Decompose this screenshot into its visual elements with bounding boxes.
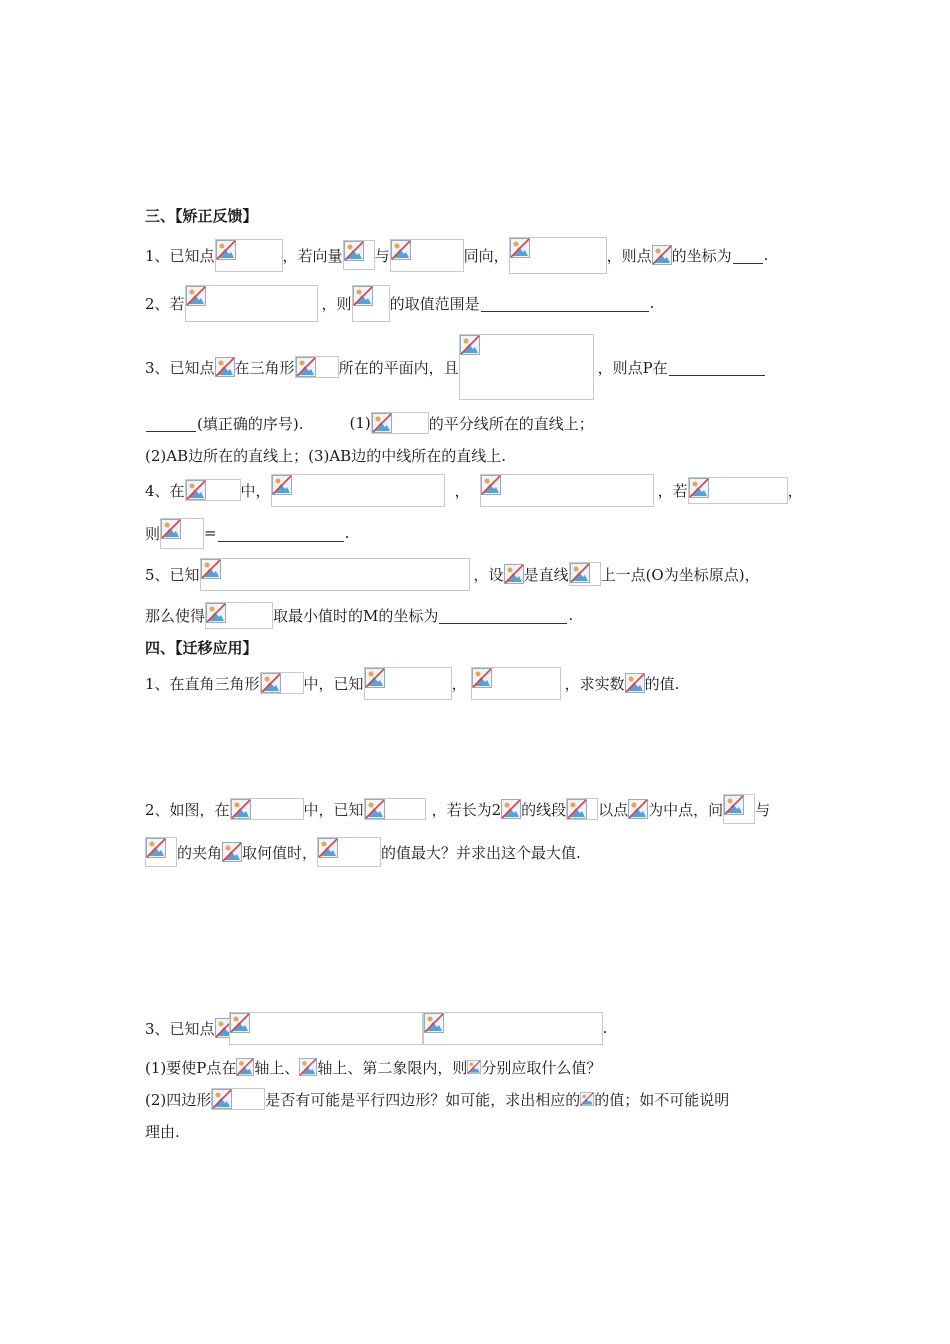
question-3-3: [145, 334, 766, 400]
question-text: 为中点，问: [648, 800, 724, 819]
heading-text: 四、【迁移应用】: [145, 638, 258, 657]
formula-image-icon: [222, 842, 242, 862]
question-text: 轴上、: [254, 1058, 300, 1077]
answer-blank[interactable]: [218, 525, 344, 542]
question-text: (1)要使P点在: [145, 1058, 237, 1077]
question-text: (2)AB边所在的直线上；(3)AB边的中线所在的直线上.: [145, 446, 506, 465]
formula-image-icon: [271, 474, 445, 507]
formula-image-icon: [371, 412, 429, 434]
question-text: 的线段: [521, 800, 567, 819]
question-text: 所在的平面内，且: [338, 358, 459, 377]
question-text: =: [204, 524, 217, 542]
question-text: .: [568, 606, 574, 624]
question-text: (2)四边形: [145, 1090, 212, 1109]
section-heading-3: [145, 198, 258, 232]
formula-image-icon: [566, 798, 598, 820]
question-text: 的坐标为: [671, 246, 732, 265]
question-3-1: [145, 238, 768, 272]
question-text: 与: [755, 800, 771, 819]
formula-image-icon: [145, 837, 177, 867]
question-text: 分别应取什么值？: [481, 1058, 602, 1077]
formula-image-icon: [459, 334, 594, 400]
question-3-4: [145, 473, 803, 507]
formula-image-icon: [509, 237, 607, 274]
formula-image-icon: [215, 239, 283, 272]
question-text: 的值最大？并求出这个最大值.: [381, 843, 581, 862]
question-3-3-line3: [145, 438, 506, 472]
question-3-5-line2: [145, 598, 573, 632]
question-text: 5、已知: [145, 565, 200, 584]
question-4-3-line4: [145, 1114, 180, 1148]
formula-image-icon: [185, 479, 241, 501]
question-text: ，设: [473, 565, 504, 584]
question-text: .: [649, 294, 655, 312]
question-text: 1、在直角三角形: [145, 674, 260, 693]
answer-blank[interactable]: [439, 607, 567, 624]
formula-image-icon: [625, 673, 645, 693]
question-text: 的值.: [644, 674, 680, 693]
question-text: 是否有可能是平行四边形？如可能，求出相应的: [265, 1090, 581, 1109]
question-text: 理由.: [145, 1122, 180, 1141]
formula-image-icon: [211, 1088, 265, 1110]
question-4-1: [145, 666, 679, 700]
formula-image-icon: [160, 518, 204, 549]
formula-image-icon: [352, 285, 390, 322]
formula-image-icon: [215, 357, 235, 377]
formula-image-icon: [364, 667, 452, 700]
question-text: 以点: [598, 800, 629, 819]
question-text: 则: [145, 524, 161, 543]
answer-blank[interactable]: [733, 247, 763, 264]
question-4-3: [145, 1011, 607, 1045]
formula-image-icon: [317, 837, 381, 867]
question-text: 那么使得: [145, 606, 206, 625]
question-text: ，: [787, 481, 803, 500]
question-text: 是直线: [523, 565, 569, 584]
question-text: 中，: [240, 481, 271, 500]
question-text: .: [763, 246, 769, 264]
formula-image-icon: [480, 474, 654, 507]
formula-image-icon: [200, 558, 470, 591]
question-text: (填正确的序号).: [197, 414, 304, 433]
question-text: 3、已知点: [145, 358, 215, 377]
formula-image-icon: [723, 794, 755, 824]
question-text: (1): [349, 414, 371, 432]
answer-blank[interactable]: [481, 295, 649, 312]
formula-image-icon: [295, 356, 339, 378]
formula-image-icon: [501, 799, 521, 819]
formula-image-icon: [471, 667, 561, 700]
formula-image-icon: [364, 798, 426, 820]
question-text: 在三角形: [234, 358, 295, 377]
question-text: 的夹角: [177, 843, 223, 862]
question-3-5: [145, 557, 760, 591]
question-text: ，: [451, 674, 467, 693]
question-text: 同向，: [463, 246, 509, 265]
formula-image-icon: [230, 798, 304, 820]
formula-image-icon: [467, 1058, 481, 1076]
question-text: 取何值时，: [242, 843, 318, 862]
question-text: ，求实数: [564, 674, 625, 693]
formula-image-icon: [343, 240, 375, 270]
formula-image-icon: [215, 1018, 229, 1038]
question-4-3-line3: [145, 1082, 729, 1116]
question-text: ，则点P在: [597, 358, 668, 377]
answer-blank[interactable]: [669, 359, 765, 376]
formula-image-icon: [569, 562, 601, 586]
question-text: 3、已知点: [145, 1019, 215, 1038]
formula-image-icon: [390, 239, 464, 272]
question-text: ，: [454, 481, 470, 500]
formula-image-icon: [688, 477, 788, 504]
question-text: 上一点(O为坐标原点)，: [600, 565, 760, 584]
formula-image-icon: [580, 1090, 594, 1108]
formula-image-icon: [236, 1058, 254, 1076]
heading-text: 三、【矫正反馈】: [145, 206, 258, 225]
question-text: ，则点: [606, 246, 652, 265]
question-text: .: [602, 1019, 608, 1037]
question-text: 2、如图，在: [145, 800, 230, 819]
question-text: 取最小值时的M的坐标为: [273, 606, 439, 625]
question-text: 中，已知: [303, 674, 364, 693]
question-text: ，若: [657, 481, 688, 500]
question-4-2-line2: [145, 835, 581, 869]
question-4-2: [145, 792, 770, 826]
question-text: 轴上、第二象限内，则: [317, 1058, 468, 1077]
question-text: 的取值范围是: [389, 294, 480, 313]
formula-image-icon: [185, 285, 318, 322]
formula-image-icon: [423, 1012, 603, 1045]
question-text: 的值；如不可能说明: [594, 1090, 730, 1109]
question-text: .: [344, 524, 350, 542]
section-heading-4: [145, 630, 258, 664]
question-text: 的平分线所在的直线上；: [428, 414, 594, 433]
question-text: 与: [374, 246, 390, 265]
formula-image-icon: [229, 1012, 423, 1045]
formula-image-icon: [504, 564, 524, 584]
question-text: ，则: [321, 294, 352, 313]
question-text: 2、若: [145, 294, 185, 313]
question-text: ，若向量: [282, 246, 343, 265]
formula-image-icon: [260, 672, 304, 694]
formula-image-icon: [205, 602, 273, 629]
question-3-4-line2: [145, 516, 349, 550]
question-text: 1、已知点: [145, 246, 215, 265]
question-text: ，若长为2: [431, 800, 502, 819]
answer-blank[interactable]: [146, 415, 196, 432]
question-4-3-line2: [145, 1050, 601, 1084]
formula-image-icon: [652, 245, 672, 265]
question-3-2: [145, 286, 654, 320]
formula-image-icon: [628, 799, 648, 819]
formula-image-icon: [299, 1058, 317, 1076]
question-3-3-line2: [145, 406, 594, 440]
question-text: 4、在: [145, 481, 185, 500]
question-text: 中，已知: [303, 800, 364, 819]
